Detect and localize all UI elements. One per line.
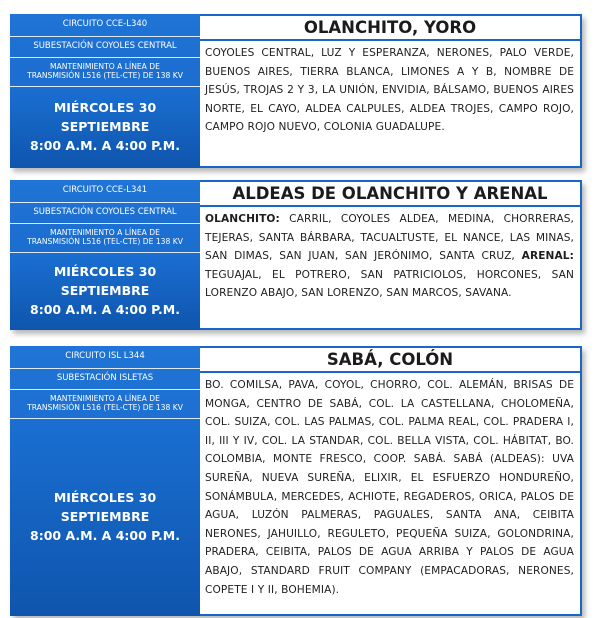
maintenance-line-2: TRANSMISIÓN L516 (TEL-CTE) DE 138 KV [27,403,183,412]
region-label-olanchito: OLANCHITO: [205,213,280,225]
schedule-panel [10,14,200,168]
date-time-block [10,87,200,168]
circuit-label: CIRCUITO CCE-L340 [10,14,200,37]
maintenance-label [10,224,200,253]
outage-time: 8:00 A.M. A 4:00 P.M. [30,137,180,153]
maintenance-line-1: MANTENIMIENTO A LÍNEA DE [50,62,160,72]
areas-olanchito: CARRIL, COYOLES ALDEA, MEDINA, CHORRERAS, TEJERAS, SANTA BÁRBARA, TACUALTUSTE, EL NANCE, LAS MINAS, SAN DIMAS, SAN JUAN, SAN JERÓNIMO, SANTA CRUZ, [205,213,574,263]
substation-label: SUBESTACIÓN ISLETAS [10,369,200,390]
areas-arenal: TEGUAJAL, EL POTRERO, SAN PATRICIOLOS, HORCONES, SAN LORENZO ABAJO, SAN LORENZO, SAN MARCOS, SAVANA. [205,268,574,300]
date-time-block [10,419,200,616]
maintenance-line-2: TRANSMISIÓN L516 (TEL-CTE) DE 138 KV [27,71,183,80]
circuit-label: CIRCUITO ISL L344 [10,346,200,369]
affected-areas [200,207,580,307]
schedule-panel [10,346,200,616]
maintenance-line-1: MANTENIMIENTO A LÍNEA DE [50,394,160,404]
outage-date: MIÉRCOLES 30 SEPTIEMBRE [53,100,157,135]
maintenance-line-2: TRANSMISIÓN L516 (TEL-CTE) DE 138 KV [27,237,183,246]
outage-card-saba-colon [10,346,582,616]
region-label-arenal: ARENAL: [521,250,574,263]
maintenance-label [10,58,200,87]
outage-card-aldeas-olanchito-arenal [10,180,582,330]
areas-panel [200,180,582,330]
circuit-label: CIRCUITO CCE-L341 [10,180,200,203]
outage-time: 8:00 A.M. A 4:00 P.M. [30,527,180,543]
maintenance-label [10,390,200,419]
area-title: SABÁ, COLÓN [200,348,580,373]
maintenance-line-1: MANTENIMIENTO A LÍNEA DE [50,228,160,238]
substation-label: SUBESTACIÓN COYOLES CENTRAL [10,37,200,58]
affected-areas: COYOLES CENTRAL, LUZ Y ESPERANZA, NERONES, PALO VERDE, BUENOS AIRES, TIERRA BLANCA, LIMONES A Y B, NOMBRE DE JESÚS, TROJAS 2 Y 3, LA UNIÓN, ENVIDIA, BÁLSAMO, BUENOS AIRES NORTE, EL CAYO, ALDEA CALPULES, ALDEA TROJES, CAMPO ROJO, CAMPO ROJO NUEVO, COLONIA GUADALUPE. [205,47,574,134]
outage-time: 8:00 A.M. A 4:00 P.M. [30,301,180,317]
affected-areas: BO. COMILSA, PAVA, COYOL, CHORRO, COL. ALEMÁN, BRISAS DE MONGA, CENTRO DE SABÁ, COL. LA CASTELLANA, CHOLOMEÑA, COL. SUIZA, COL. LAS PALMAS, COL. PALMA REAL, COL. PRADERA I, II, III Y IV, COL. LA STANDAR, COL. BELLA VISTA, COL. HÁBITAT, BO. COLOMBIA, MONTE FRESCO, COOP. SABÁ. SABÁ (ALDEAS): UVA SUREÑA, NUEVA SUREÑA, ELIXIR, EL ESFUERZO HONDUREÑO, SONÁMBULA, MERCEDES, ACHIOTE, REGADEROS, ORICA, PALOS DE AGUA, LUZÓN PALMERAS, PAGUALES, SANTA ANA, CEIBITA NERONES, JAHUILLO, REGULETO, PEQUEÑA SUIZA, GOLONDRINA, PRADERA, CEIBITA, PALOS DE AGUA ARRIBA Y PALOS DE AGUA ABAJO, STANDARD FRUIT COMPANY (EMPACADORAS, NERONES, COPETE I Y II, BOHEMIA). [205,379,574,596]
outage-card-olanchito-yoro [10,14,582,168]
date-time-block [10,253,200,330]
schedule-panel [10,180,200,330]
areas-panel [200,346,582,616]
outage-date: MIÉRCOLES 30 SEPTIEMBRE [53,264,157,299]
area-title: ALDEAS DE OLANCHITO Y ARENAL [200,182,580,207]
area-title: OLANCHITO, YORO [200,16,580,41]
areas-panel [200,14,582,168]
outage-date: MIÉRCOLES 30 SEPTIEMBRE [53,490,157,525]
substation-label: SUBESTACIÓN COYOLES CENTRAL [10,203,200,224]
